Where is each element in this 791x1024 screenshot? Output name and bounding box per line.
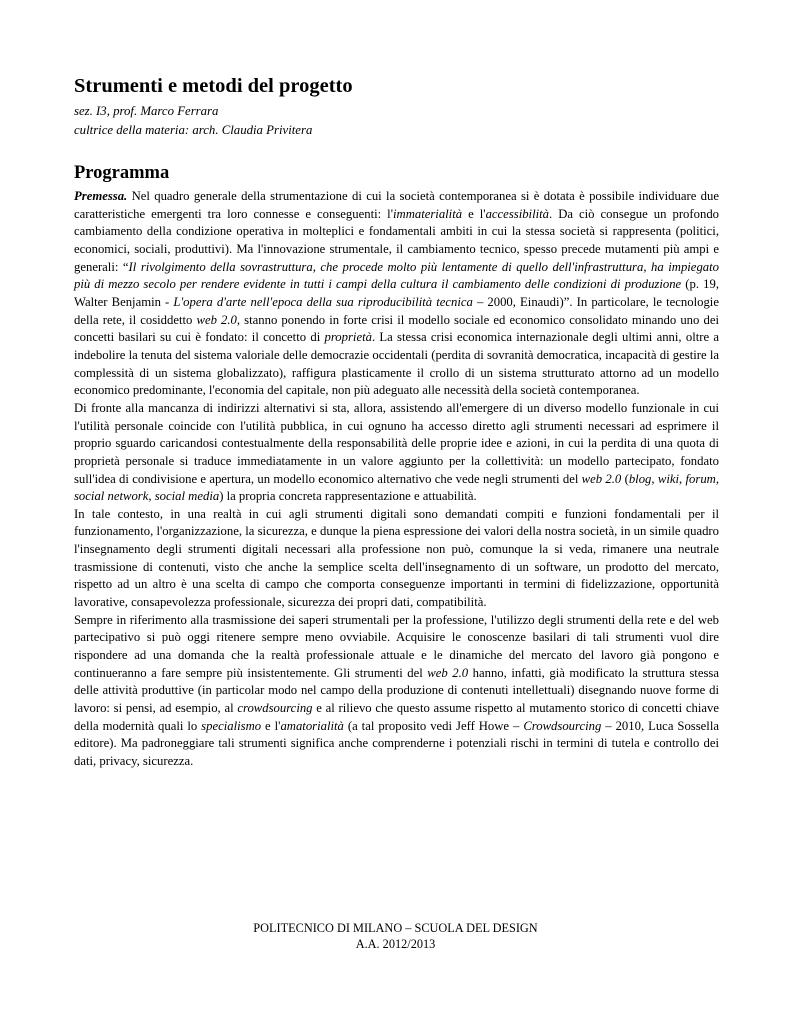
text-run: Il rivolgimento della sovrastruttura, che procede molto più lentamente di quello dell'infrastruttura, ha impiegato più di mezzo secolo per rendere evidente in tutti i campi della cultura il cambiamento delle condizioni di produzione [74,259,719,292]
text-run: . Da ciò consegue un profondo cambiamento della condizione operativa in molteplici e fondamentali ambiti in cui la stessa società si rappresenta (politici, economici, sociali, produttivi). Ma l'innovazione strumentale, il cambiamento tecnico, spesso precede mutamenti più ampi e generali: “ [74,206,720,274]
text-run: immaterialità [393,206,463,221]
text-run: , stanno ponendo in forte crisi il modello sociale ed economico consolidato minando uno dei concetti basilari su cui è fondato: il concetto di [74,312,719,345]
text-run: specialismo [201,718,262,733]
text-run: (a tal proposito vedi Jeff Howe – [343,718,524,733]
text-run: Di fronte alla mancanza di indirizzi alternativi si sta, allora, assistendo all'emergere di un diverso modello funzionale in cui l'utilità personale coincide con l'utilità pubblica, in cui ognuno ha accesso diretto agli strumenti necessari ad esprimere il proprio sguardo caricandosi contestualmente della responsabilità delle proprie idee e azioni, in cui la perdita di una quota di proprietà personale si traduce immediatamente in un valore aggiunto per la collettività: un modello partecipato, fondato sull'idea di condivisione e apertura, un modello economico alternativo che vede negli strumenti del [74,400,719,486]
text-run: web 2.0 [427,665,469,680]
document-title: Strumenti e metodi del progetto [74,75,353,97]
text-run: accessibilità [485,206,550,221]
text-run: proprietà [324,330,372,345]
footer-institution: POLITECNICO DI MILANO – SCUOLA DEL DESIGN [253,921,538,935]
text-run: L'opera d'arte nell'epoca della sua riproducibilità tecnica [173,294,473,309]
text-run: In tale contesto, in una realtà in cui agli strumenti digitali sono demandati compiti e funzioni fondamentali per il funzionamento, l'organizzazione, la sicurezza, e dunque la piena espressione dei valori della nostra società, in un simile quadro l'insegnamento degli strumenti digitali necessari alla professione non può, comunque la si veda, rimanere una neutrale trasmissione di contenuti, visto che anche la semplice scelta dell'insegnamento di un software, un prodotto del mercato, rispetto ad un altro è una scelta di campo che comporta conseguenze importanti in termini di fidelizzazione, opportunità lavorative, consapevolezza professionale, sicurezza dei propri dati, compatibilità. [74,506,719,610]
text-run: ) la propria concreta rappresentazione e attuabilità. [219,489,477,504]
text-run: crowdsourcing [237,701,313,716]
text-run: web 2.0 [196,312,237,327]
text-run: (p. 19, Walter Benjamin - [74,277,719,309]
paragraph-premessa [74,188,719,400]
paragraph-contesto [74,506,719,612]
text-run: Premessa. [74,189,128,203]
text-run: – 2000, Einaudi)”. In particolare, le tecnologie della rete, il cosiddetto [74,294,719,327]
paragraph-modello-partecipato [74,400,719,506]
text-run: , [148,489,155,504]
text-run: amatorialità [280,718,344,733]
section-heading-programma: Programma [74,163,170,183]
text-run: Crowdsourcing [523,718,602,733]
text-run: e al rilievo che questo assume rispetto al mutamento storico di concetti chiave della modernità quali lo [74,701,719,733]
text-run: ( [621,471,629,486]
text-run: e l' [261,718,281,733]
text-run: – 2010, Luca Sossella editore). Ma padroneggiare tali strumenti significa anche comprenderne i potenziali rischi in termini di tutela e controllo dei dati, privacy, sicurezza. [74,718,719,768]
course-info [74,102,312,140]
text-run: forum [685,471,716,486]
text-run: hanno, infatti, già modificato la struttura stessa delle attività produttive (in particolar modo nel campo della produzione di contenuti intellettuali) disegnando nuove forme di lavoro: si pensi, ad esempio, al [74,665,719,716]
paragraph-strumenti-rete [74,612,719,771]
text-run: social media [154,489,220,504]
text-run: blog [628,471,652,486]
text-run: , [679,471,686,486]
text-run: wiki [657,471,680,486]
assistant-line: cultrice della materia: arch. Claudia Privitera [74,123,313,137]
text-run: , [651,471,658,486]
programma-body [74,188,719,771]
text-run: . La stessa crisi economica internazionale degli ultimi anni, oltre a indebolire la tenuta del sistema valoriale delle democrazie occidentali (perdita di sovranità democratica, incapacità di gestire la complessità di un sistema globalizzato), raffigura plasticamente il crollo di un sistema strutturato attorno ad un modello economico predominante, l'economia del capitale, non più adeguato alle necessità della società contemporanea. [74,330,719,398]
text-run: social network [74,489,149,504]
page-footer [0,920,791,952]
text-run: Nel quadro generale della strumentazione di cui la società contemporanea si è dotata è possibile individuare due caratteristiche emergenti tra loro connesse e conseguenti: l' [74,189,719,221]
text-run: Sempre in riferimento alla trasmissione dei saperi strumentali per la professione, l'utilizzo degli strumenti della rete e del web partecipativo si può oggi ritenere sempre meno ovviabile. Acquisire le conoscenze basilari di tali strumenti vuol dire rispondere ad una domanda che la realtà professionale attuale e le dinamiche del mercato del lavoro già pongono e continueranno a fare sempre più insistentemente. Gli strumenti del [74,612,719,680]
text-run: , [715,471,719,486]
section-professor-line: sez. I3, prof. Marco Ferrara [74,104,219,118]
footer-academic-year: A.A. 2012/2013 [355,937,436,951]
text-run: e l' [462,206,486,221]
text-run: web 2.0 [581,471,622,486]
